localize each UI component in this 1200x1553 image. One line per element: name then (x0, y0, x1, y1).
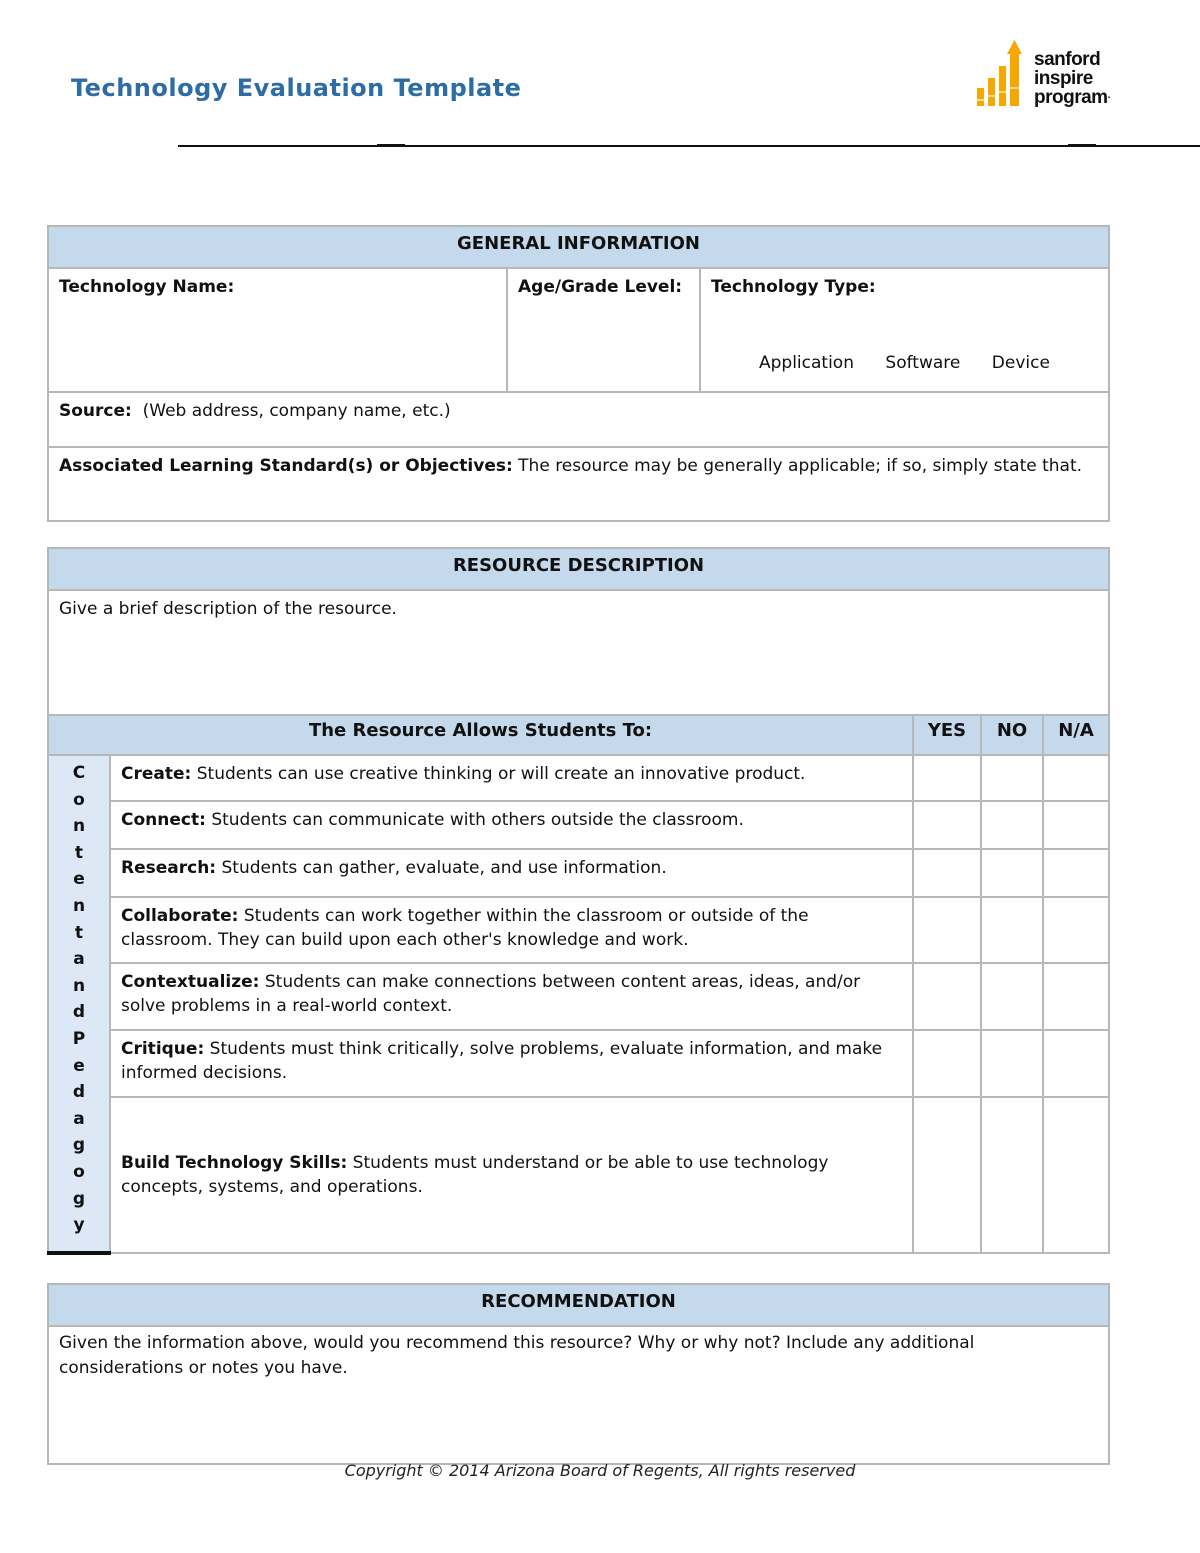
field-hint: (Web address, company name, etc.) (142, 401, 451, 421)
side-label-letter: n (72, 895, 86, 916)
criterion-text: Students can make connections between content areas, ideas, and/or solve problems in a real-world context. (121, 972, 861, 1016)
type-option-device[interactable]: Device (991, 353, 1050, 373)
na-checkbox[interactable] (1043, 1030, 1109, 1097)
criterion-term: Collaborate: (121, 906, 239, 926)
side-label-letter: n (72, 816, 86, 837)
na-checkbox[interactable] (1043, 1097, 1109, 1253)
side-label-letter: g (72, 1188, 86, 1209)
section-heading: RESOURCE DESCRIPTION (48, 548, 1109, 590)
header-rule (178, 145, 1200, 147)
no-checkbox[interactable] (981, 1097, 1043, 1253)
column-na: N/A (1043, 715, 1109, 755)
technology-type-field (700, 268, 1109, 392)
bar-chart-arrow-icon (974, 38, 1032, 110)
document-title: Technology Evaluation Template (71, 74, 522, 102)
column-no: NO (981, 715, 1043, 755)
field-hint: Give a brief description of the resource. (59, 599, 397, 619)
no-checkbox[interactable] (981, 801, 1043, 849)
side-label-letter: o (73, 789, 85, 810)
technology-name-field[interactable] (48, 268, 507, 392)
yes-checkbox[interactable] (913, 801, 981, 849)
criterion-text: Students can use creative thinking or will create an innovative product. (196, 764, 806, 784)
section-heading: RECOMMENDATION (48, 1284, 1109, 1326)
yes-checkbox[interactable] (913, 1097, 981, 1253)
yes-checkbox[interactable] (913, 849, 981, 897)
criterion-term: Critique: (121, 1039, 205, 1059)
side-label-letter: C (72, 763, 86, 783)
logo-line: sanford (1034, 49, 1101, 70)
section-heading: GENERAL INFORMATION (48, 226, 1109, 268)
type-option-application[interactable]: Application (759, 353, 854, 373)
yes-checkbox[interactable] (913, 1030, 981, 1097)
side-label-letter: e (73, 1055, 85, 1076)
criterion-create (110, 755, 913, 801)
yes-checkbox[interactable] (913, 755, 981, 801)
na-checkbox[interactable] (1043, 849, 1109, 897)
side-label-letter: a (73, 949, 85, 970)
criterion-text: Students can work together within the classroom or outside of the classroom. They can build upon each other's knowledge and work. (121, 906, 809, 950)
criterion-text: Students can gather, evaluate, and use information. (221, 858, 667, 878)
side-label-letter: e (73, 869, 85, 890)
criterion-build-technology-skills (110, 1097, 913, 1253)
logo-line: program· (1034, 87, 1111, 108)
sanford-inspire-logo (974, 38, 1144, 114)
side-label-letter: d (72, 1082, 86, 1103)
no-checkbox[interactable] (981, 1030, 1043, 1097)
side-label-letter: n (72, 975, 86, 996)
type-option-software[interactable]: Software (885, 353, 961, 373)
na-checkbox[interactable] (1043, 755, 1109, 801)
field-label: Associated Learning Standard(s) or Objectives: (59, 456, 513, 476)
criterion-term: Connect: (121, 810, 206, 830)
na-checkbox[interactable] (1043, 801, 1109, 849)
column-yes: YES (913, 715, 981, 755)
resource-description-table (47, 547, 1110, 1255)
yes-checkbox[interactable] (913, 897, 981, 963)
side-label-letter: g (72, 1135, 86, 1156)
logo-line: inspire (1034, 68, 1093, 89)
source-field[interactable] (48, 392, 1109, 447)
yes-checkbox[interactable] (913, 963, 981, 1030)
field-label: Technology Name: (59, 277, 235, 297)
criterion-research (110, 849, 913, 897)
header-rule-mark (1068, 144, 1096, 147)
side-label-letter: P (72, 1028, 86, 1049)
resource-description-field[interactable] (48, 590, 1109, 715)
side-label-letter: d (72, 1002, 86, 1023)
criterion-term: Build Technology Skills: (121, 1153, 348, 1173)
side-label-letter: t (74, 922, 84, 943)
field-hint: The resource may be generally applicable; if so, simply state that. (518, 456, 1083, 476)
no-checkbox[interactable] (981, 897, 1043, 963)
criterion-contextualize (110, 963, 913, 1030)
side-label-letter: t (74, 842, 84, 863)
header-rule-mark (377, 144, 405, 147)
logo-wordmark (1034, 50, 1110, 107)
criterion-term: Research: (121, 858, 217, 878)
no-checkbox[interactable] (981, 963, 1043, 1030)
criterion-text: Students must think critically, solve problems, evaluate information, and make informed decisions. (121, 1039, 883, 1083)
content-and-pedagogy-label (48, 755, 110, 1253)
criterion-term: Create: (121, 764, 192, 784)
side-label-letter: o (73, 1161, 85, 1182)
criterion-text: Students must understand or be able to use technology concepts, systems, and operations. (121, 1153, 829, 1197)
recommendation-table (47, 1283, 1110, 1465)
learning-standards-field[interactable] (48, 447, 1109, 521)
no-checkbox[interactable] (981, 755, 1043, 801)
field-label: Source: (59, 401, 132, 421)
copyright-notice: Copyright © 2014 Arizona Board of Regents, All rights reserved (344, 1461, 856, 1480)
general-information-table (47, 225, 1110, 522)
side-label-letter: a (73, 1108, 85, 1129)
criterion-connect (110, 801, 913, 849)
criterion-term: Contextualize: (121, 972, 260, 992)
field-hint: Given the information above, would you recommend this resource? Why or why not? Include any additional considerations or notes you have. (59, 1333, 975, 1378)
na-checkbox[interactable] (1043, 897, 1109, 963)
na-checkbox[interactable] (1043, 963, 1109, 1030)
allows-heading: The Resource Allows Students To: (48, 715, 913, 755)
side-label-letter: y (73, 1215, 85, 1236)
age-grade-level-field[interactable] (507, 268, 700, 392)
no-checkbox[interactable] (981, 849, 1043, 897)
field-label: Technology Type: (711, 277, 876, 297)
criterion-collaborate (110, 897, 913, 963)
criterion-text: Students can communicate with others outside the classroom. (211, 810, 744, 830)
recommendation-field[interactable] (48, 1326, 1109, 1464)
criterion-critique (110, 1030, 913, 1097)
field-label: Age/Grade Level: (518, 277, 683, 297)
